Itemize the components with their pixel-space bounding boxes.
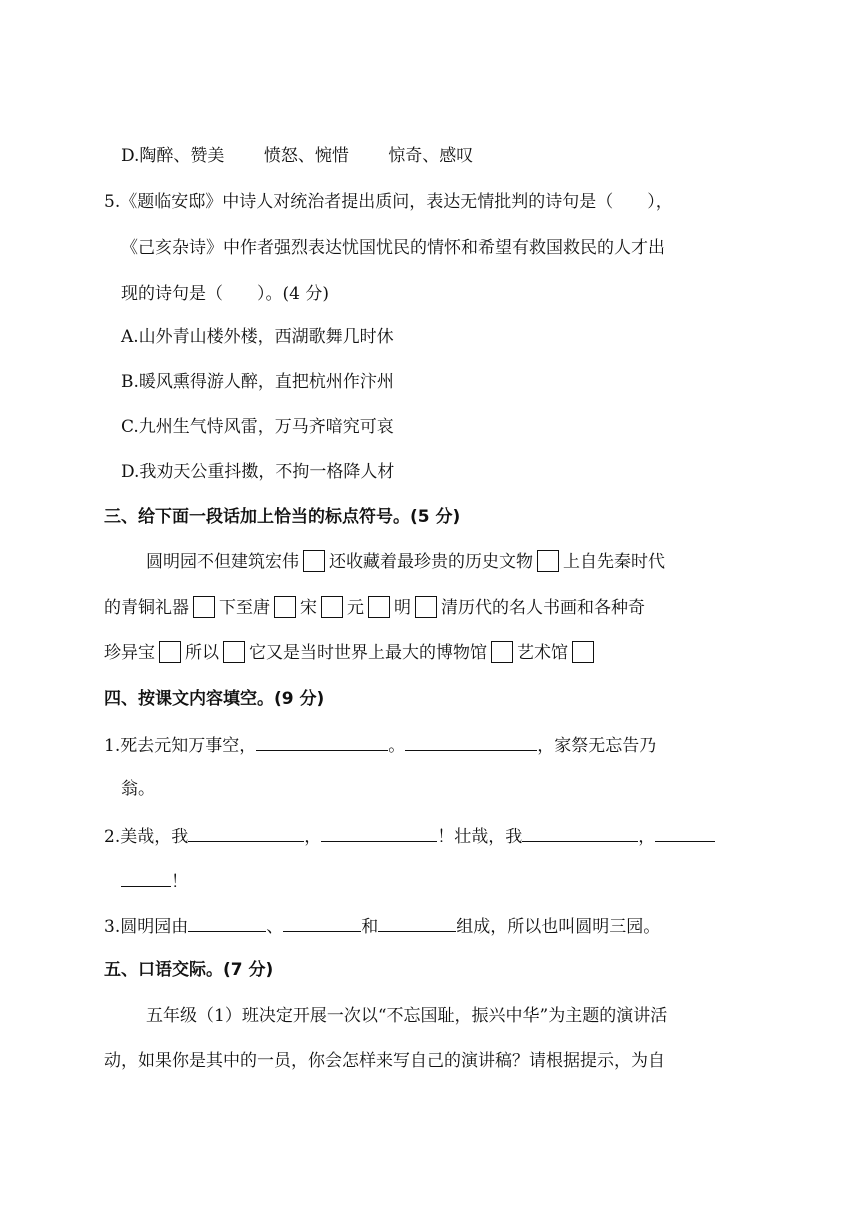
punctuation-box[interactable] <box>491 641 513 663</box>
punctuation-box[interactable] <box>368 596 390 618</box>
punctuation-box[interactable] <box>321 596 343 618</box>
punct-line-3 <box>104 641 598 665</box>
text: 3.圆明园由 <box>104 917 189 937</box>
sec5-paragraph-line-1: 五年级（1）班决定开展一次以“不忘国耻，振兴中华”为主题的演讲活 <box>146 1006 668 1026</box>
q5-line-3: 现的诗句是（ ）。(4 分) <box>121 284 329 304</box>
answer-blank[interactable] <box>188 823 304 842</box>
punctuation-box[interactable] <box>303 550 325 572</box>
q4-option-d: D.陶醉、赞美 愤怒、惋惜 惊奇、感叹 <box>121 146 474 166</box>
answer-blank[interactable] <box>655 823 715 842</box>
answer-blank[interactable] <box>522 823 638 842</box>
punctuation-box[interactable] <box>193 596 215 618</box>
answer-blank[interactable] <box>321 823 437 842</box>
text: ， <box>638 827 656 847</box>
section-4-heading: 四、按课文内容填空。(9 分) <box>104 689 325 709</box>
punctuation-box[interactable] <box>274 596 296 618</box>
punctuation-box[interactable] <box>223 641 245 663</box>
punctuation-box[interactable] <box>572 641 594 663</box>
text: 的青铜礼器 <box>104 598 189 618</box>
text: 下至唐 <box>219 598 270 618</box>
q5-option-a: A.山外青山楼外楼，西湖歌舞几时休 <box>121 327 394 347</box>
text: 组成，所以也叫圆明三园。 <box>456 917 661 937</box>
answer-blank[interactable] <box>256 732 388 751</box>
fill-q2-line-1 <box>104 823 715 849</box>
text: 所以 <box>185 643 219 663</box>
section-5-heading: 五、口语交际。(7 分) <box>104 960 274 980</box>
fill-q3 <box>104 913 660 939</box>
text: 艺术馆 <box>517 643 568 663</box>
text: ，家祭无忘告乃 <box>537 736 657 756</box>
text: 明 <box>394 598 411 618</box>
punctuation-box[interactable] <box>159 641 181 663</box>
answer-blank[interactable] <box>121 868 171 887</box>
text: ！壮哉，我 <box>437 827 523 847</box>
text: 和 <box>361 917 379 937</box>
sec5-paragraph-line-2: 动，如果你是其中的一员，你会怎样来写自己的演讲稿？请根据提示，为自 <box>104 1051 665 1071</box>
text: 珍异宝 <box>104 643 155 663</box>
fill-q2-line-2 <box>121 868 188 894</box>
q5-line-2: 《己亥杂诗》中作者强烈表达忧国忧民的情怀和希望有救国救民的人才出 <box>121 238 665 258</box>
punctuation-box[interactable] <box>537 550 559 572</box>
fill-q1-line-1 <box>104 732 656 758</box>
section-3-heading: 三、给下面一段话加上恰当的标点符号。(5 分) <box>104 507 461 527</box>
text: 它又是当时世界上最大的博物馆 <box>249 643 487 663</box>
q5-option-d: D.我劝天公重抖擞，不拘一格降人材 <box>121 462 395 482</box>
text: 、 <box>266 917 284 937</box>
punct-line-1 <box>146 550 665 574</box>
text: 清历代的名人书画和各种奇 <box>441 598 645 618</box>
answer-blank[interactable] <box>283 913 361 932</box>
text: 宋 <box>300 598 317 618</box>
text: 上自先秦时代 <box>563 552 665 572</box>
q5-line-1: 5.《题临安邸》中诗人对统治者提出质问，表达无情批判的诗句是（ ）， <box>104 192 673 212</box>
answer-blank[interactable] <box>188 913 266 932</box>
text: ！ <box>171 872 188 892</box>
q5-option-b: B.暖风熏得游人醉，直把杭州作汴州 <box>121 372 394 392</box>
answer-blank[interactable] <box>405 732 537 751</box>
q5-option-c: C.九州生气恃风雷，万马齐喑究可哀 <box>121 417 394 437</box>
fill-q1-line-2: 翁。 <box>121 779 155 799</box>
text: 圆明园不但建筑宏伟 <box>146 552 299 572</box>
text: 。 <box>388 736 406 756</box>
text: 还收藏着最珍贵的历史文物 <box>329 552 533 572</box>
answer-blank[interactable] <box>378 913 456 932</box>
text: 2.美哉，我 <box>104 827 189 847</box>
text: ， <box>304 827 322 847</box>
punct-line-2 <box>104 596 645 620</box>
punctuation-box[interactable] <box>415 596 437 618</box>
text: 元 <box>347 598 364 618</box>
text: 1.死去元知万事空， <box>104 736 257 756</box>
